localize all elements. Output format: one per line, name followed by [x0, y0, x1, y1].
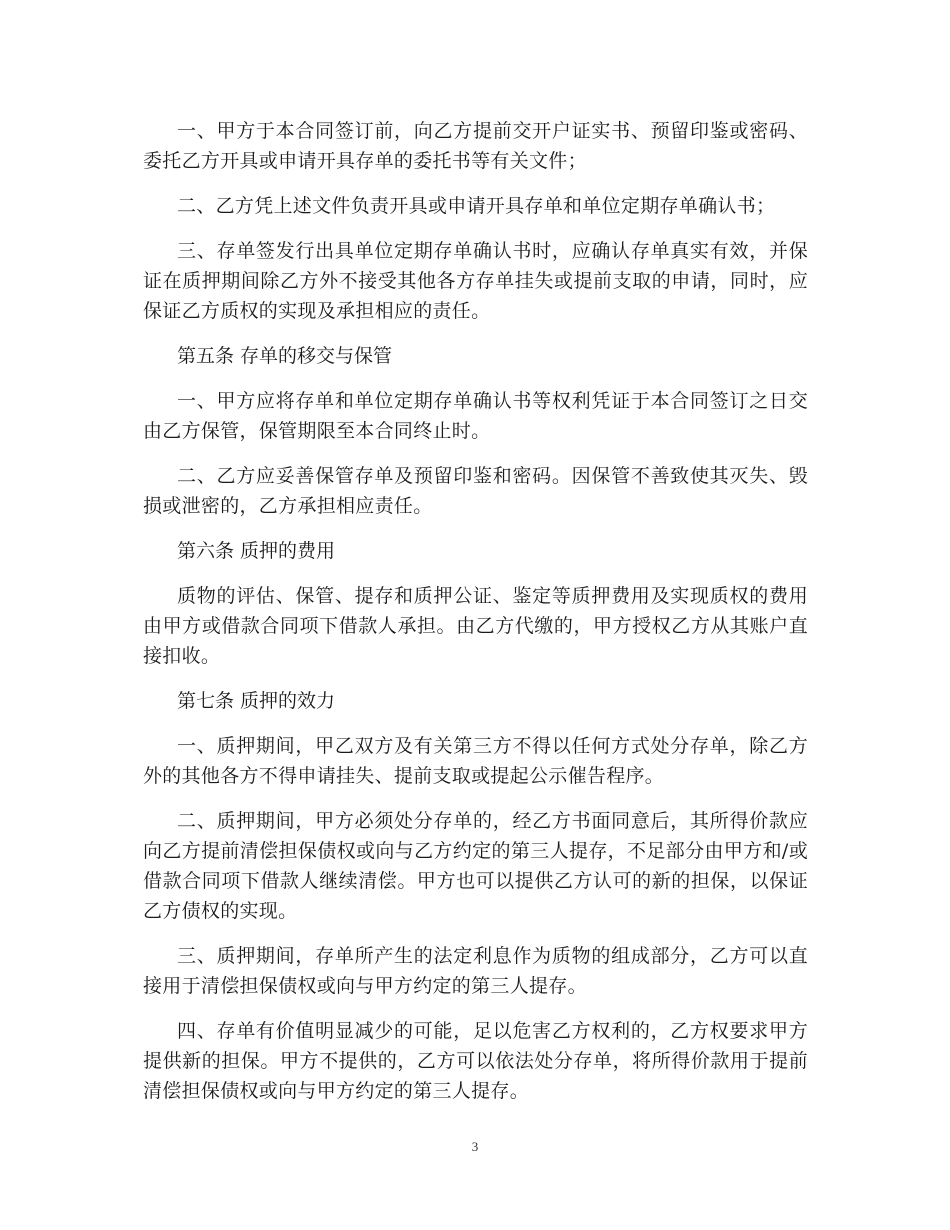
paragraph-article7-item4: 四、存单有价值明显减少的可能，足以危害乙方权利的，乙方权要求甲方提供新的担保。甲方不提供的，乙方可以依法处分存单，将所得价款用于提前清偿担保债权或向与甲方约定的第三人提存。 — [143, 1020, 808, 1102]
paragraph-article5-item2: 二、乙方应妥善保管存单及预留印鉴和密码。因保管不善致使其灭失、毁损或泄密的，乙方承担相应责任。 — [143, 465, 808, 517]
heading-article7: 第七条 质押的效力 — [177, 690, 336, 712]
paragraph-article4-item1: 一、甲方于本合同签订前，向乙方提前交开户证实书、预留印鉴或密码、委托乙方开具或申请开具存单的委托书等有关文件； — [143, 120, 808, 172]
paragraph-article5-item1: 一、甲方应将存单和单位定期存单确认书等权利凭证于本合同签订之日交由乙方保管，保管期限至本合同终止时。 — [143, 390, 808, 442]
paragraph-article7-item2: 二、质押期间，甲方必须处分存单的，经乙方书面同意后，其所得价款应向乙方提前清偿担保债权或向与乙方约定的第三人提存，不足部分由甲方和/或借款合同项下借款人继续清偿。甲方也可以提供乙方认可的新的担保，以保证乙方债权的实现。 — [143, 810, 808, 922]
page-number: 3 — [471, 1139, 479, 1154]
paragraph-article4-item3: 三、存单签发行出具单位定期存单确认书时，应确认存单真实有效，并保证在质押期间除乙方外不接受其他各方存单挂失或提前支取的申请，同时，应保证乙方质权的实现及承担相应的责任。 — [143, 240, 808, 322]
paragraph-article7-item1: 一、质押期间，甲乙双方及有关第三方不得以任何方式处分存单，除乙方外的其他各方不得申请挂失、提前支取或提起公示催告程序。 — [143, 735, 808, 787]
paragraph-article6-body: 质物的评估、保管、提存和质押公证、鉴定等质押费用及实现质权的费用由甲方或借款合同项下借款人承担。由乙方代缴的，甲方授权乙方从其账户直接扣收。 — [143, 585, 808, 667]
paragraph-article7-item3: 三、质押期间，存单所产生的法定利息作为质物的组成部分，乙方可以直接用于清偿担保债权或向与甲方约定的第三人提存。 — [143, 945, 808, 997]
heading-article6: 第六条 质押的费用 — [177, 540, 336, 562]
paragraph-article4-item2: 二、乙方凭上述文件负责开具或申请开具存单和单位定期存单确认书； — [177, 195, 776, 217]
heading-article5: 第五条 存单的移交与保管 — [177, 345, 393, 367]
document-body — [143, 116, 808, 1121]
